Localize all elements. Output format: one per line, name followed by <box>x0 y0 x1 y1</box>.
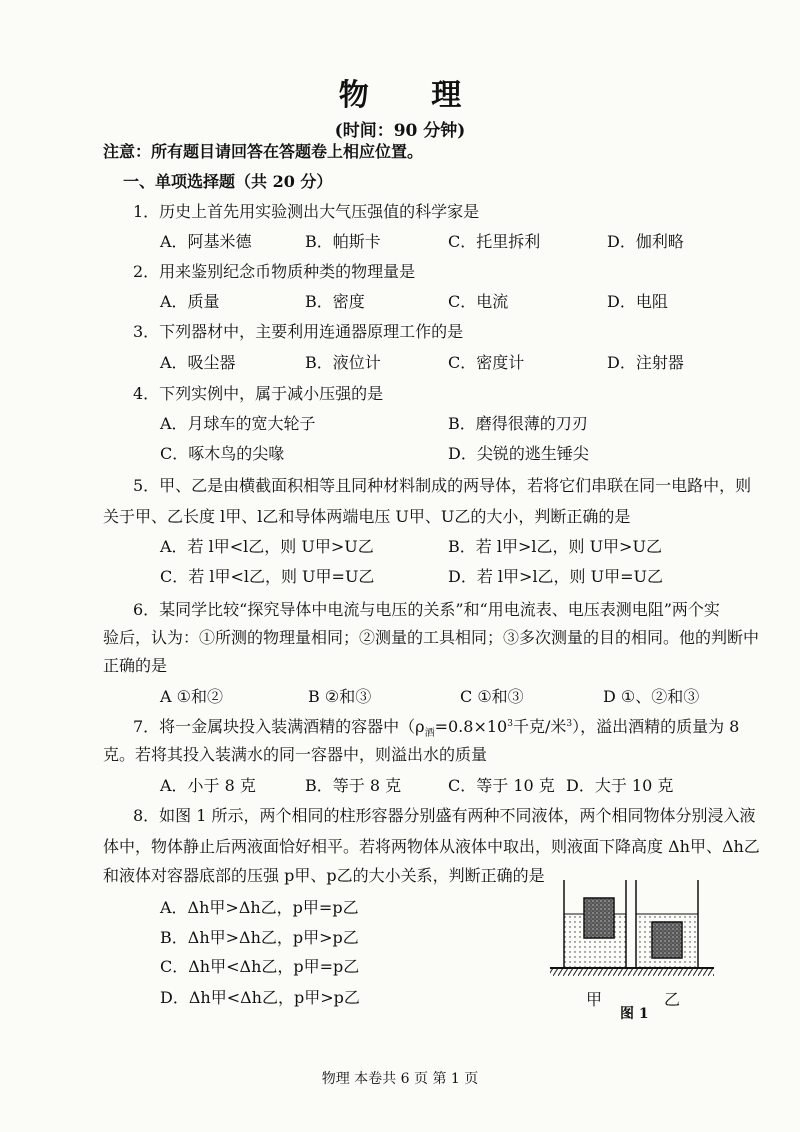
q2-stem: 2．用来鉴别纪念币物质种类的物理量是 <box>133 262 416 281</box>
q4-option-d: D．尖锐的逃生锤尖 <box>448 444 589 463</box>
object-jia <box>584 898 614 938</box>
q7-line1-b: =0.8×10 <box>434 717 508 736</box>
q6-option-d: D ①、②和③ <box>603 687 700 706</box>
q7-rho-subscript: 酒 <box>424 728 435 739</box>
q5-line2: 关于甲、乙长度 l甲、l乙和导体两端电压 U甲、U乙的大小，判断正确的是 <box>103 507 631 526</box>
q1-option-c: C．托里拆利 <box>448 232 541 251</box>
q5-line1: 5．甲、乙是由横截面积相等且同种材料制成的两导体，若将它们串联在同一电路中，则 <box>133 476 752 495</box>
q1-option-a: A．阿基米德 <box>160 232 252 251</box>
q6-option-b: B ②和③ <box>308 687 372 706</box>
q4-option-b: B．磨得很薄的刀刃 <box>448 414 588 433</box>
q7-option-d: D．大于 10 克 <box>566 776 674 795</box>
q1-option-d: D．伽利略 <box>607 232 684 251</box>
page-title: 物 理 <box>338 78 488 113</box>
q2-option-b: B．密度 <box>305 292 365 311</box>
q7-line1-d: ），溢出酒精的质量为 8 <box>572 717 740 736</box>
figure-1-diagram <box>548 880 718 980</box>
q4-option-c: C．啄木鸟的尖喙 <box>160 444 285 463</box>
q8-line2: 体中，物体静止后两液面恰好相平。若将两物体从液体中取出，则液面下降高度 Δh甲、Δh乙 <box>103 837 760 856</box>
figure-caption: 图 1 <box>620 1006 649 1022</box>
q7-line1-a: 7．将一金属块投入装满酒精的容器中（ρ <box>133 717 425 736</box>
q7-option-c: C．等于 10 克 <box>448 776 555 795</box>
section-heading: 一、单项选择题（共 20 分） <box>123 172 333 191</box>
q1-stem: 1．历史上首先用实验测出大气压强值的科学家是 <box>133 202 480 221</box>
q4-option-a: A．月球车的宽大轮子 <box>160 414 316 433</box>
q7-option-b: B．等于 8 克 <box>305 776 402 795</box>
container-jia <box>564 880 626 968</box>
q3-option-d: D．注射器 <box>607 353 684 372</box>
q8-option-c: C．Δh甲<Δh乙，p甲=p乙 <box>160 957 360 976</box>
object-yi <box>652 922 682 958</box>
q8-option-d: D．Δh甲<Δh乙，p甲>p乙 <box>160 988 360 1007</box>
q8-option-a: A．Δh甲>Δh乙，p甲=p乙 <box>160 898 359 917</box>
figure-label-jia: 甲 <box>586 990 603 1009</box>
q8-option-b: B．Δh甲>Δh乙，p甲>p乙 <box>160 928 359 947</box>
q7-line1-c: 千克/米 <box>512 717 567 736</box>
q6-line2: 验后，认为：①所测的物理量相同；②测量的工具相同；③多次测量的目的相同。他的判断中 <box>103 628 760 647</box>
q3-option-b: B．液位计 <box>305 353 381 372</box>
q6-option-a: A ①和② <box>160 687 223 706</box>
exam-time: (时间：90 分钟) <box>334 121 466 141</box>
q1-option-b: B．帕斯卡 <box>305 232 381 251</box>
q2-option-a: A．质量 <box>160 292 220 311</box>
q5-option-d: D．若 l甲>l乙，则 U甲=U乙 <box>448 567 664 586</box>
q6-option-c: C ①和③ <box>460 687 524 706</box>
q2-option-c: C．电流 <box>448 292 509 311</box>
q7-exponent: 3 <box>507 719 513 729</box>
q4-stem: 4．下列实例中，属于减小压强的是 <box>133 384 384 403</box>
q8-line1: 8．如图 1 所示，两个相同的柱形容器分别盛有两种不同液体，两个相同物体分别浸入液 <box>133 806 756 825</box>
ground-hatch <box>550 969 714 976</box>
q7-option-a: A．小于 8 克 <box>160 776 256 795</box>
q5-option-a: A．若 l甲<l乙，则 U甲>U乙 <box>160 537 374 556</box>
q7-line1 <box>133 717 739 740</box>
q5-option-b: B．若 l甲>l乙，则 U甲>U乙 <box>448 537 662 556</box>
q7-line2: 克。若将其投入装满水的同一容器中，则溢出水的质量 <box>103 745 488 764</box>
figure-label-yi: 乙 <box>664 990 681 1009</box>
q3-option-c: C．密度计 <box>448 353 525 372</box>
q7-exponent-2: 3 <box>566 719 573 729</box>
q2-option-d: D．电阻 <box>607 292 668 311</box>
q3-stem: 3．下列器材中，主要利用连通器原理工作的是 <box>133 322 464 341</box>
container-yi <box>636 880 698 968</box>
q8-line3: 和液体对容器底部的压强 p甲、p乙的大小关系，判断正确的是 <box>103 866 545 885</box>
q6-line1: 6．某同学比较“探究导体中电流与电压的关系”和“用电流表、电压表测电阻”两个实 <box>133 600 720 619</box>
q3-option-a: A．吸尘器 <box>160 353 236 372</box>
page-footer: 物理 本卷共 6 页 第 1 页 <box>321 1071 479 1087</box>
notice: 注意：所有题目请回答在答题卷上相应位置。 <box>103 142 424 161</box>
q5-option-c: C．若 l甲<l乙，则 U甲=U乙 <box>160 567 375 586</box>
q6-line3: 正确的是 <box>103 656 168 675</box>
